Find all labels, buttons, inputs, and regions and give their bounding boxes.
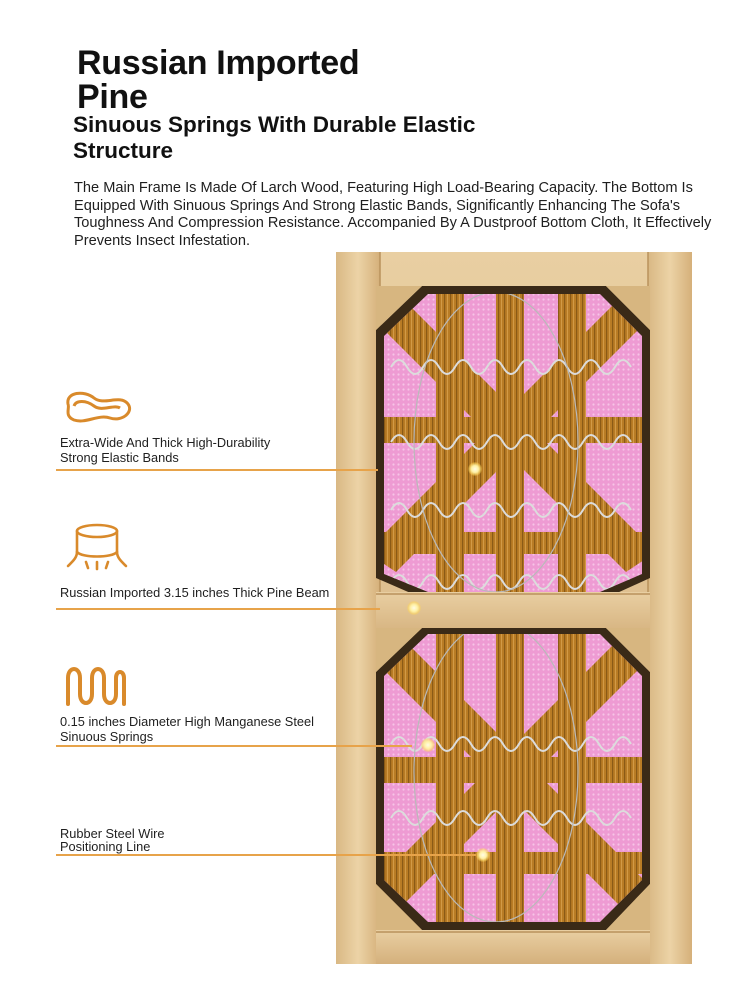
callout-dot [476,848,490,862]
sofa-frame-illustration [336,252,692,964]
callout-sinuous-springs [56,664,386,748]
callout-dot [468,462,482,476]
callout-leader-line [56,469,378,471]
callout-label: 0.15 inches Diameter High Manganese Steel Sinuous Springs [60,714,314,744]
callout-dot [421,738,435,752]
tree-stump-icon [64,522,130,577]
callout-leader-line [56,608,380,610]
callout-label: Rubber Steel Wire Positioning Line [60,826,165,854]
callout-label: Extra-Wide And Thick High-Durability Strong Elastic Bands [60,435,271,465]
callout-pine-beam [56,522,386,612]
callout-dot [407,601,421,615]
callout-leader-line [56,854,476,856]
callout-label: Russian Imported 3.15 inches Thick Pine Beam [60,585,330,600]
page-subtitle: Sinuous Springs With Durable Elastic Structure [73,112,476,163]
page-title: Russian Imported Pine [77,44,360,116]
description-text: The Main Frame Is Made Of Larch Wood, Featuring High Load-Bearing Capacity. The Bottom Is Equipped With Sinuous Springs And Strong Elastic Bands, Significantly Enhancing The Sofa's Toughness And Compression Resistance. Accompanied By A Dustproof Bottom Cloth, It Effectively Prevents Insect Infestation. [74,180,712,249]
callout-leader-line [56,745,412,747]
callout-elastic-bands [56,388,386,472]
callout-positioning-line [56,826,386,860]
elastic-band-icon [60,388,134,437]
spring-coil-icon [64,664,130,713]
